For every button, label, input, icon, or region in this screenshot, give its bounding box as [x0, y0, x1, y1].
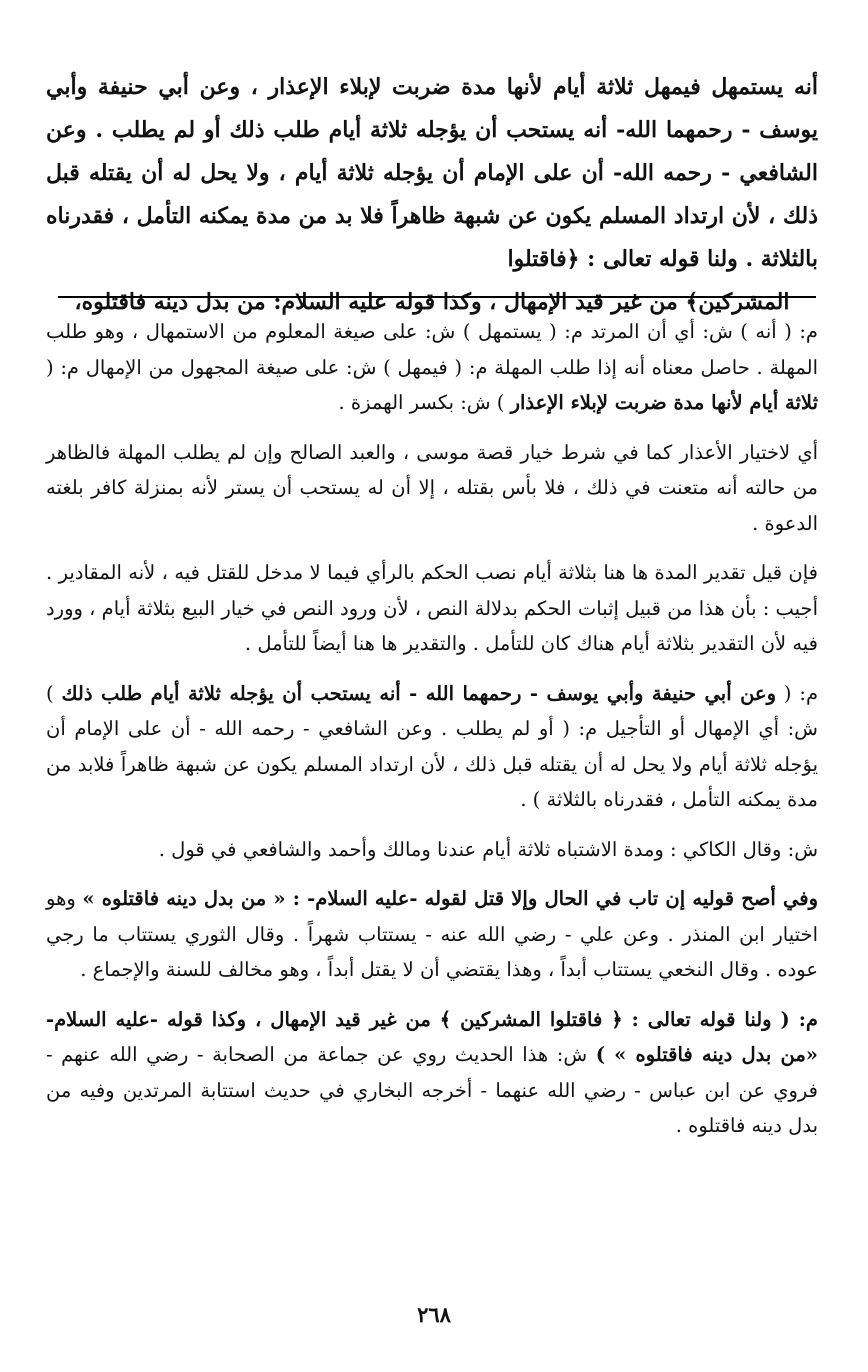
sharh-p6-quote: وفي أصح قوليه إن تاب في الحال وإلا قتل لقوله -عليه السلام- : « من بدل دينه فاقتلوه »	[82, 887, 819, 910]
sharh-p1-quote: ثلاثة أيام لأنها مدة ضربت لإبلاء الإعذار	[510, 391, 818, 414]
matn-last-line: المشركين﴾ من غير قيد الإمهال ، وكذا قوله عليه السلام: من بدل دينه فاقتلوه،	[74, 289, 790, 315]
sharh-p4-quote: وعن أبي حنيفة وأبي يوسف - رحمهما الله - أنه يستحب أن يؤجله ثلاثة أيام طلب ذلك	[61, 681, 776, 705]
sharh-paragraph-1	[46, 314, 818, 421]
sharh-paragraph-7	[46, 1002, 818, 1144]
page-number: ٢٦٨	[417, 1302, 451, 1327]
sharh-paragraph-6	[46, 881, 818, 988]
sharh-p4-text-c: ) ش: أي الإمهال أو التأجيل م: ( أو لم يطلب . وعن الشافعي - رحمه الله - أن على الإمام أن يؤجله ثلاثة أيام ولا يحل له أن يقتله قبل ذلك ، لأن ارتداد المسلم يكون عن شبهة ظاهراً فلابد من مدة يمكنه التأمل ، فقدرناه بالثلاثة ) .	[46, 681, 818, 811]
sharh-paragraph-2: أي لاختيار الأعذار كما في شرط خيار قصة موسى ، والعبد الصالح وإن لم يطلب المهلة فالظاهر من حالته أنه متعنت في ذلك ، فلا بأس بقتله ، إلا أن له يستحب أن يستر لأنه بمنزلة كافر بلغته الدعوة .	[46, 440, 818, 535]
sharh-paragraph-3: فإن قيل تقدير المدة ها هنا بثلاثة أيام نصب الحكم بالرأي فيما لا مدخل للقتل فيه ، لأنه المقادير . أجيب : بأن هذا من قبيل إثبات الحكم بدلالة النص ، لأن ورود النص في خيار البيع بثلاثة أيام ، وورد فيه لأن التقدير بثلاثة أيام هناك كان للتأمل . والتقدير ها هنا أيضاً للتأمل .	[46, 561, 818, 655]
sharh-p4-text-a: م: (	[783, 681, 819, 705]
sharh-p6-text: وهو اختيار ابن المنذر . وعن علي - رضي الله عنه - يستتاب شهراً . وقال الثوري يستتاب ما رجي عوده . وقال النخعي يستتاب أبداً ، وهذا يقتضي أن لا يقتل أبداً ، وهو مخالف للسنة والإجماع .	[46, 887, 818, 981]
sharh-p1-text-a: م: ( أنه ) ش: أي أن المرتد م: ( يستمهل ) ش: على صيغة المعلوم من الاستمهال ، وهو طلب المهلة . حاصل معناه أنه إذا طلب المهلة م: ( فيمهل ) ش: على صيغة المجهول من الإمهال م: (	[46, 320, 818, 379]
sharh-paragraph-5: ش: وقال الكاكي : ومدة الاشتباه ثلاثة أيام عندنا ومالك وأحمد والشافعي في قول .	[158, 837, 818, 861]
sharh-p7-text: ش: هذا الحديث روي عن جماعة من الصحابة - رضي الله عنهم - فروي عن ابن عباس - رضي الله عنهما - أخرجه البخاري في حديث استتابة المرتدين وفيه من بدل دينه فاقتلوه .	[46, 1043, 818, 1137]
sharh-p1-text-c: ) ش: بكسر الهمزة .	[338, 391, 505, 414]
matn-text-block	[46, 66, 818, 324]
separator-rule	[58, 296, 816, 298]
sharh-paragraph-4	[46, 676, 818, 818]
matn-paragraph: أنه يستمهل فيمهل ثلاثة أيام لأنها مدة ضربت لإبلاء الإعذار ، وعن أبي حنيفة وأبي يوسف - رحمهما الله- أنه يستحب أن يؤجله ثلاثة أيام طلب ذلك أو لم يطلب . وعن الشافعي - رحمه الله- أن على الإمام أن يؤجله ثلاثة أيام ، ولا يحل له أن يقتله قبل ذلك ، لأن ارتداد المسلم يكون عن شبهة ظاهراً فلا بد من مدة يمكنه التأمل ، فقدرناه بالثلاثة . ولنا قوله تعالى : ﴿فاقتلوا	[46, 74, 818, 272]
sharh-p7-quote: م: ( ولنا قوله تعالى : ﴿ فاقتلوا المشركين ﴾ من غير قيد الإمهال ، وكذا قوله -عليه السلام- «من بدل دينه فاقتلوه » )	[46, 1007, 818, 1066]
sharh-commentary-block	[46, 314, 818, 1158]
